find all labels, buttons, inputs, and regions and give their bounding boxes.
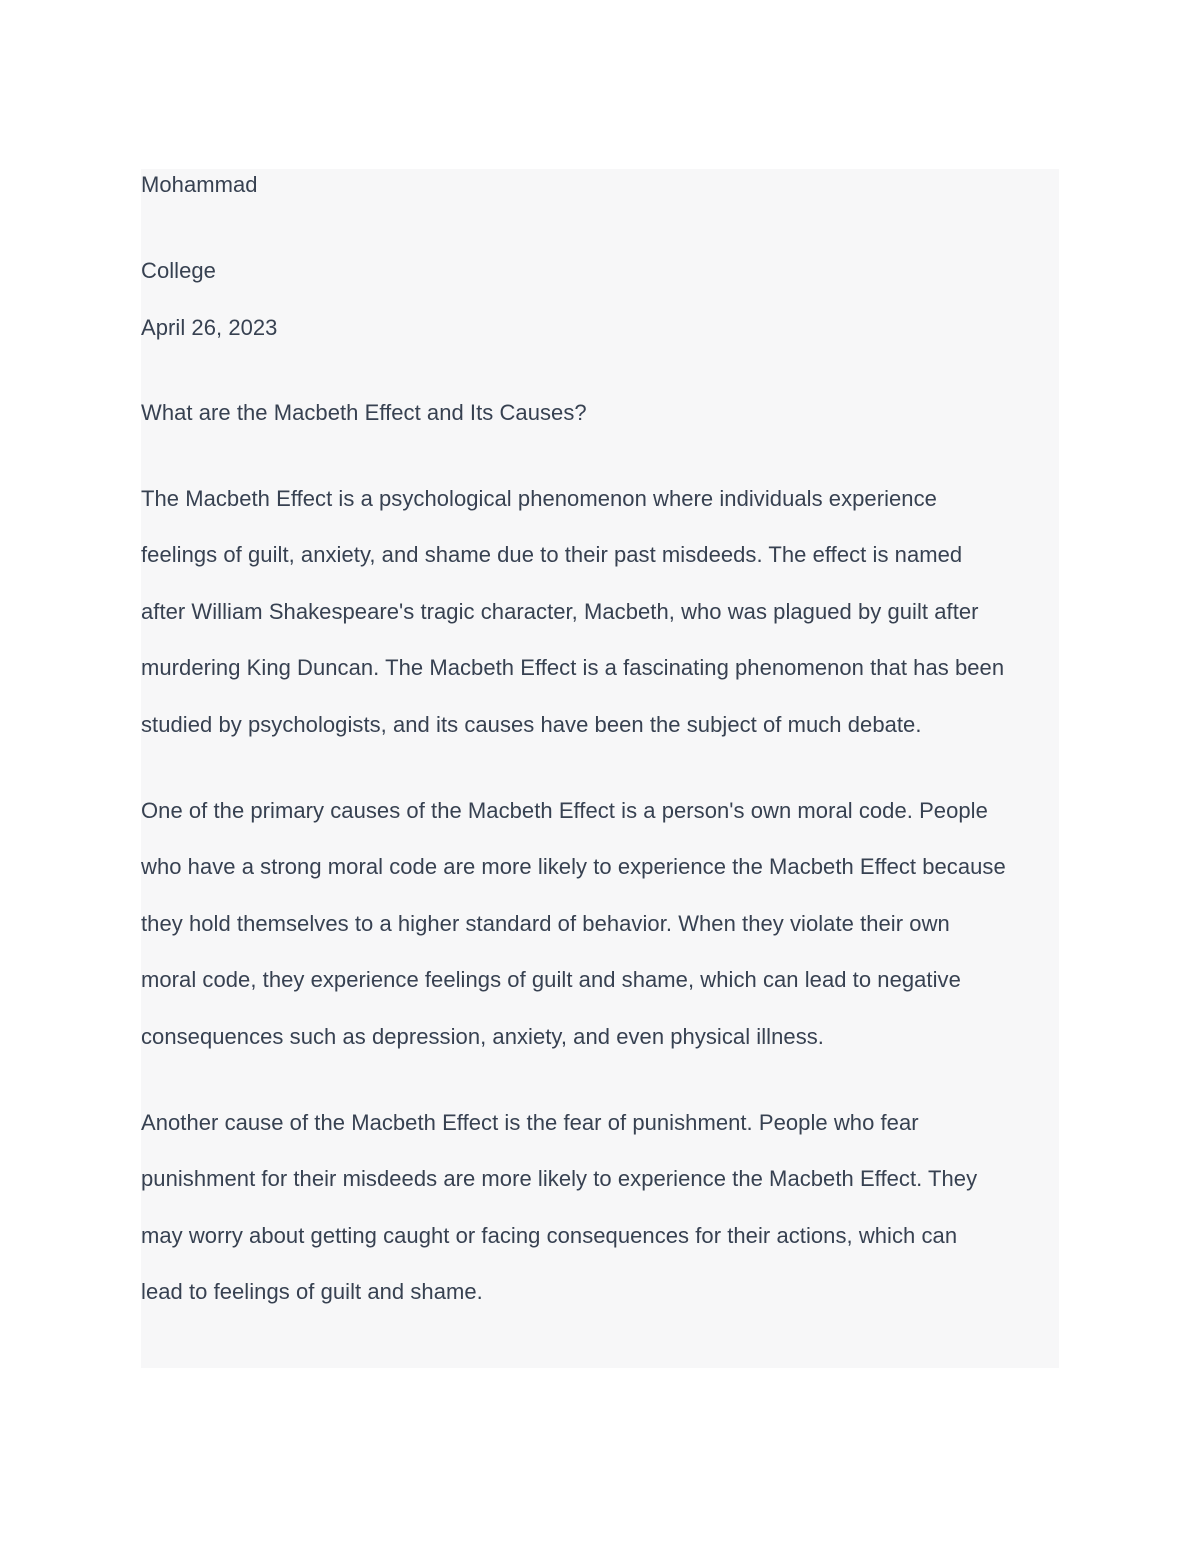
paragraph-2-line-2: who have a strong moral code are more likely to experience the Macbeth Effect because: [141, 854, 1006, 879]
institution: College: [141, 258, 216, 283]
paragraph-2-line-3: they hold themselves to a higher standard of behavior. When they violate their own: [141, 911, 950, 936]
paragraph-3-line-3: may worry about getting caught or facing consequences for their actions, which can: [141, 1223, 958, 1248]
paragraph-2-line-1: One of the primary causes of the Macbeth Effect is a person's own moral code. People: [141, 798, 988, 823]
paragraph-1-line-2: feelings of guilt, anxiety, and shame due to their past misdeeds. The effect is named: [141, 542, 963, 567]
paragraph-1-line-4: murdering King Duncan. The Macbeth Effect is a fascinating phenomenon that has been: [141, 655, 1005, 680]
paragraph-1-line-5: studied by psychologists, and its causes have been the subject of much debate.: [141, 712, 922, 737]
paragraph-3-line-4: lead to feelings of guilt and shame.: [141, 1279, 483, 1304]
author-name: Mohammad: [141, 172, 258, 197]
paragraph-1-line-1: The Macbeth Effect is a psychological phenomenon where individuals experience: [141, 486, 937, 511]
paragraph-1-line-3: after William Shakespeare's tragic character, Macbeth, who was plagued by guilt after: [141, 599, 979, 624]
paragraph-3-line-1: Another cause of the Macbeth Effect is the fear of punishment. People who fear: [141, 1110, 919, 1135]
paragraph-2-line-5: consequences such as depression, anxiety, and even physical illness.: [141, 1024, 824, 1049]
paragraph-3-line-2: punishment for their misdeeds are more likely to experience the Macbeth Effect. They: [141, 1166, 978, 1191]
paragraph-2-line-4: moral code, they experience feelings of guilt and shame, which can lead to negative: [141, 967, 961, 992]
essay-title: What are the Macbeth Effect and Its Causes?: [141, 400, 587, 425]
date: April 26, 2023: [141, 315, 278, 340]
